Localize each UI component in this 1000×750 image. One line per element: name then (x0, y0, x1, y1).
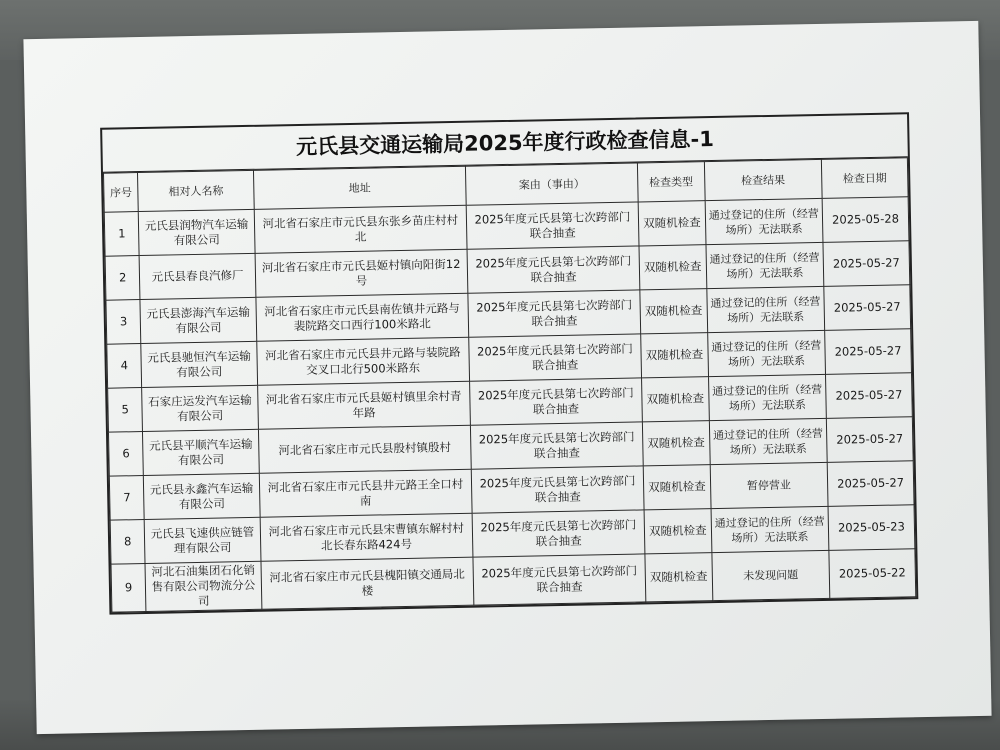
cell-address: 河北省石家庄市元氏县井元路与装院路交叉口北行500米路东 (256, 337, 469, 385)
cell-name: 元氏县平顺汽车运输有限公司 (143, 429, 259, 475)
cell-type: 双随机检查 (643, 465, 711, 510)
inspection-document (100, 112, 918, 614)
cell-no: 9 (111, 563, 146, 612)
cell-no: 4 (107, 344, 142, 389)
cell-address: 河北省石家庄市元氏县姬村镇里余村青年路 (257, 381, 470, 429)
cell-cause: 2025年度元氏县第七次跨部门联合抽查 (472, 510, 645, 557)
cell-cause: 2025年度元氏县第七次跨部门联合抽查 (468, 290, 641, 337)
cell-name: 元氏县驰恒汽车运输有限公司 (141, 341, 257, 387)
cell-cause: 2025年度元氏县第七次跨部门联合抽查 (469, 334, 642, 381)
cell-name: 元氏县澎海汽车运输有限公司 (140, 297, 256, 343)
cell-cause: 2025年度元氏县第七次跨部门联合抽查 (473, 554, 646, 605)
cell-address: 河北省石家庄市元氏县井元路王全口村南 (259, 469, 472, 517)
cell-date: 2025-05-23 (828, 505, 915, 551)
header-name: 相对人名称 (138, 170, 254, 211)
cell-date: 2025-05-27 (825, 329, 912, 375)
cell-address: 河北省石家庄市元氏县殷村镇殷村 (258, 425, 471, 473)
cell-type: 双随机检查 (638, 201, 706, 246)
cell-no: 5 (108, 388, 143, 433)
cell-result: 通过登记的住所（经营场所）无法联系 (708, 374, 826, 420)
cell-address: 河北省石家庄市元氏县宋曹镇东解村村北长春东路424号 (260, 513, 473, 561)
cell-name: 元氏县永鑫汽车运输有限公司 (144, 473, 260, 519)
header-result: 检查结果 (704, 159, 822, 200)
cell-type: 双随机检查 (641, 377, 709, 422)
header-date: 检查日期 (821, 158, 908, 199)
cell-result: 通过登记的住所（经营场所）无法联系 (705, 198, 823, 244)
cell-cause: 2025年度元氏县第七次跨部门联合抽查 (470, 378, 643, 425)
cell-result: 暂停营业 (710, 462, 828, 508)
cell-date: 2025-05-27 (827, 461, 914, 507)
cell-no: 7 (109, 476, 144, 521)
cell-result: 通过登记的住所（经营场所）无法联系 (711, 506, 829, 552)
cell-name: 石家庄运发汽车运输有限公司 (142, 385, 258, 431)
cell-type: 双随机检查 (644, 509, 712, 554)
paper-sheet (23, 21, 991, 734)
cell-name: 河北石油集团石化销售有限公司物流分公司 (145, 561, 261, 611)
cell-address: 河北省石家庄市元氏县南佐镇井元路与裴院路交口西行100米路北 (256, 293, 469, 341)
document-title: 元氏县交通运输局2025年度行政检查信息-1 (102, 114, 908, 172)
inspection-table (103, 157, 916, 612)
cell-date: 2025-05-27 (825, 373, 912, 419)
cell-cause: 2025年度元氏县第七次跨部门联合抽查 (467, 246, 640, 293)
header-cause: 案由（事由） (465, 163, 638, 205)
cell-result: 通过登记的住所（经营场所）无法联系 (706, 242, 824, 288)
cell-address: 河北省石家庄市元氏县槐阳镇交通局北楼 (261, 557, 474, 609)
cell-type: 双随机检查 (642, 421, 710, 466)
cell-no: 8 (110, 519, 145, 564)
cell-cause: 2025年度元氏县第七次跨部门联合抽查 (471, 466, 644, 513)
header-address: 地址 (253, 166, 466, 209)
cell-result: 未发现问题 (712, 550, 830, 600)
cell-result: 通过登记的住所（经营场所）无法联系 (707, 330, 825, 376)
cell-date: 2025-05-22 (829, 549, 916, 599)
header-type: 检查类型 (637, 162, 704, 202)
cell-address: 河北省石家庄市元氏县东张乡苗庄村村北 (254, 205, 467, 253)
cell-date: 2025-05-27 (823, 241, 910, 287)
cell-type: 双随机检查 (641, 333, 709, 378)
cell-no: 3 (106, 300, 141, 345)
cell-cause: 2025年度元氏县第七次跨部门联合抽查 (466, 202, 639, 249)
cell-result: 通过登记的住所（经营场所）无法联系 (709, 418, 827, 464)
cell-address: 河北省石家庄市元氏县姬村镇向阳街12号 (255, 249, 468, 297)
cell-date: 2025-05-27 (824, 285, 911, 331)
cell-cause: 2025年度元氏县第七次跨部门联合抽查 (470, 422, 643, 469)
cell-name: 元氏县飞速供应链管理有限公司 (145, 517, 261, 563)
cell-date: 2025-05-28 (822, 197, 909, 243)
cell-type: 双随机检查 (640, 289, 708, 334)
cell-name: 元氏县春良汽修厂 (139, 253, 255, 299)
cell-type: 双随机检查 (645, 553, 713, 602)
cell-no: 6 (108, 432, 143, 477)
cell-result: 通过登记的住所（经营场所）无法联系 (707, 286, 825, 332)
header-no: 序号 (104, 173, 139, 213)
cell-no: 1 (104, 212, 139, 257)
cell-name: 元氏县润物汽车运输有限公司 (139, 209, 255, 255)
cell-no: 2 (105, 256, 140, 301)
cell-date: 2025-05-27 (826, 417, 913, 463)
cell-type: 双随机检查 (639, 245, 707, 290)
